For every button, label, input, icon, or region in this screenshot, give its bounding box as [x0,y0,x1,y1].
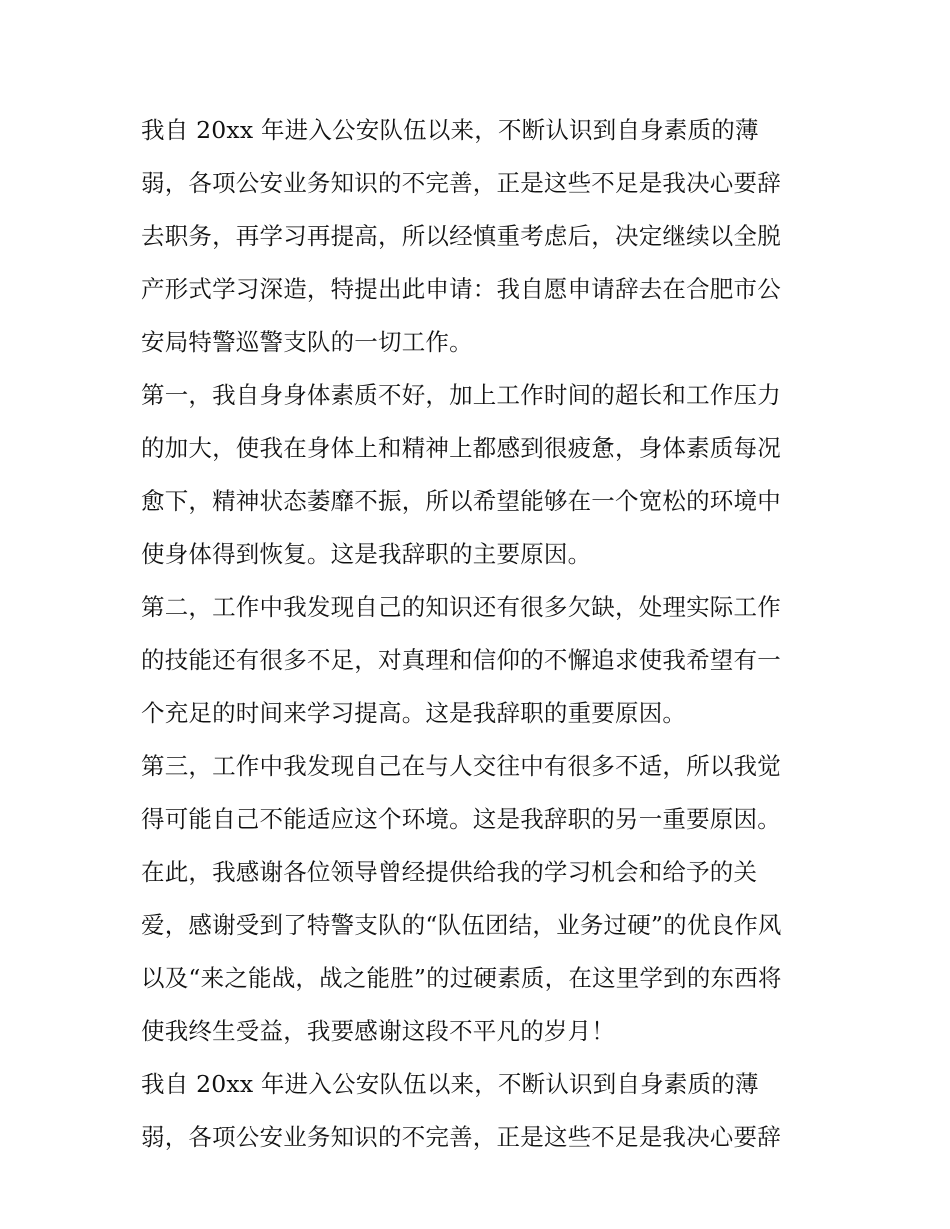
text-line: 愈下，精神状态萎靡不振，所以希望能够在一个宽松的环境中 [141,487,781,515]
document-body [141,110,821,1170]
text-line: 安局特警巡警支队的一切工作。 [141,328,473,356]
text-line: 弱，各项公安业务知识的不完善，正是这些不足是我决心要辞 [141,169,781,197]
text-line: 我自 20xx 年进入公安队伍以来，不断认识到自身素质的薄 [141,1070,759,1098]
text-line: 的技能还有很多不足，对真理和信仰的不懈追求使我希望有一 [141,646,781,674]
text-line: 产形式学习深造，特提出此申请：我自愿申请辞去在合肥市公 [141,275,781,303]
text-line: 第一，我自身身体素质不好，加上工作时间的超长和工作压力 [141,381,781,409]
text-line: 第二，工作中我发现自己的知识还有很多欠缺，处理实际工作 [141,593,781,621]
text-line: 以及“来之能战，战之能胜”的过硬素质，在这里学到的东西将 [141,964,782,992]
text-line: 弱，各项公安业务知识的不完善，正是这些不足是我决心要辞 [141,1123,781,1151]
text-line: 去职务，再学习再提高，所以经慎重考虑后，决定继续以全脱 [141,222,781,250]
text-line: 第三，工作中我发现自己在与人交往中有很多不适，所以我觉 [141,752,781,780]
text-line: 使我终生受益，我要感谢这段不平凡的岁月！ [141,1017,615,1045]
text-line: 在此，我感谢各位领导曾经提供给我的学习机会和给予的关 [141,858,758,886]
text-line: 我自 20xx 年进入公安队伍以来，不断认识到自身素质的薄 [141,116,759,144]
text-line: 个充足的时间来学习提高。这是我辞职的重要原因。 [141,699,687,727]
text-line: 爱，感谢受到了特警支队的“队伍团结，业务过硬”的优良作风 [141,911,782,939]
text-line: 的加大，使我在身体上和精神上都感到很疲惫，身体素质每况 [141,434,781,462]
text-line: 使身体得到恢复。这是我辞职的主要原因。 [141,540,592,568]
text-line: 得可能自己不能适应这个环境。这是我辞职的另一重要原因。 [141,805,781,833]
